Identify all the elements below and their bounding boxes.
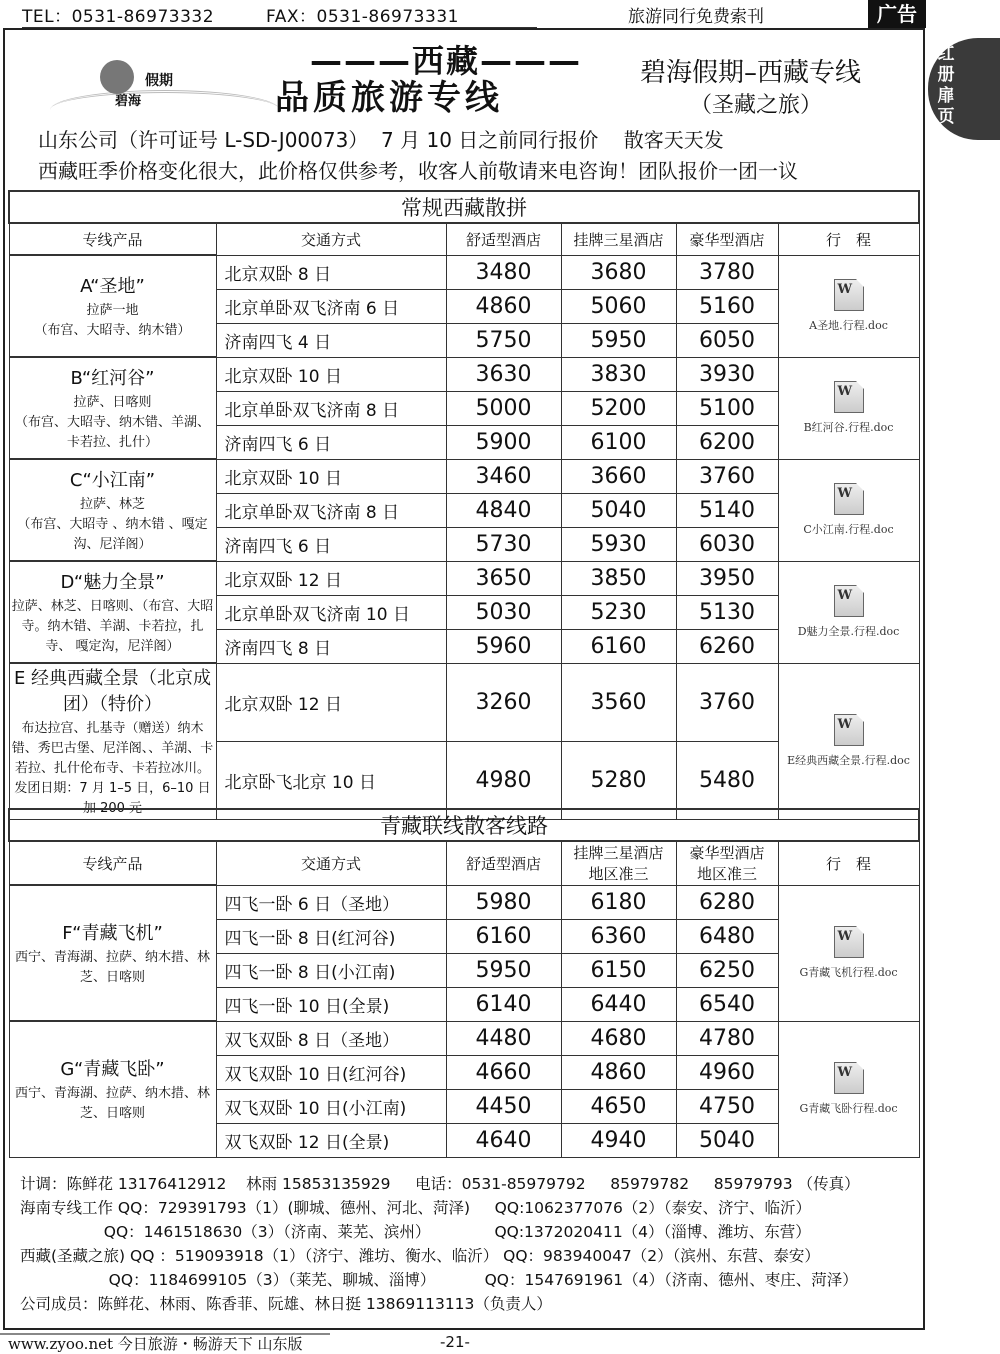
page-number: -21- (440, 1333, 470, 1351)
price: 4480 (446, 1021, 561, 1055)
price: 5200 (561, 391, 676, 425)
route: 双飞双卧 12 日(全景) (216, 1123, 446, 1157)
route: 四飞一卧 6 日（圣地） (216, 885, 446, 919)
itinerary-doc[interactable] (778, 459, 919, 561)
footer-site: www.zyoo.net 今日旅游・畅游天下 山东版 (8, 1335, 303, 1353)
price: 3930 (676, 357, 778, 391)
contacts (20, 1172, 860, 1316)
doc-filename: G青藏飞机行程.doc (799, 966, 898, 979)
license-line: 山东公司（许可证号 L-SD-J00073） 7 月 10 日之前同行报价 散客天天发 (38, 128, 724, 152)
table-row (9, 255, 919, 289)
price: 4650 (561, 1089, 676, 1123)
contact-line: 西藏(圣藏之旅) QQ ：519093918（1）（济宁、潍坊、衡水、临沂） QQ：983940047（2）（滨州、东营、泰安） (20, 1247, 820, 1265)
product-name: G“青藏飞卧” (60, 1058, 165, 1080)
column-header: 行 程 (778, 223, 919, 255)
word-doc-icon: W (834, 279, 864, 311)
price: 5280 (561, 741, 676, 819)
doc-filename: B红河谷.行程.doc (803, 421, 894, 434)
price: 5900 (446, 425, 561, 459)
price: 5960 (446, 629, 561, 663)
route: 济南四飞 6 日 (216, 425, 446, 459)
contact-line: QQ：1184699105（3）（莱芜、聊城、淄博） QQ：1547691961（4）（济南、德州、枣庄、菏泽） (20, 1271, 858, 1289)
word-doc-icon: W (834, 714, 864, 746)
price: 5140 (676, 493, 778, 527)
price: 3650 (446, 561, 561, 595)
sun-icon (100, 60, 134, 94)
product-desc: 西宁、青海湖、拉萨、纳木措、林芝、日喀则 (14, 1085, 210, 1121)
column-header: 专线产品 (9, 223, 216, 255)
price: 3760 (676, 663, 778, 741)
route: 四飞一卧 10 日(全景) (216, 987, 446, 1021)
price: 5000 (446, 391, 561, 425)
product-name: B“红河谷” (70, 367, 155, 389)
notice-line: 西藏旺季价格变化很大，此价格仅供参考，收客人前敬请来电咨询！团队报价一团一议 (38, 159, 798, 183)
product-name: A“圣地” (80, 275, 145, 297)
product-name: F“青藏飞机” (62, 922, 163, 944)
column-header: 交通方式 (216, 223, 446, 255)
route: 北京双卧 10 日 (216, 459, 446, 493)
route: 北京双卧 10 日 (216, 357, 446, 391)
footer (8, 1333, 470, 1354)
doc-filename: D魅力全景.行程.doc (797, 625, 900, 638)
price: 3830 (561, 357, 676, 391)
price: 4450 (446, 1089, 561, 1123)
price: 5480 (676, 741, 778, 819)
route: 双飞双卧 8 日（圣地） (216, 1021, 446, 1055)
itinerary-doc[interactable] (778, 1021, 919, 1157)
price: 5030 (446, 595, 561, 629)
price: 3260 (446, 663, 561, 741)
ad-badge: 广告 (868, 0, 926, 28)
itinerary-doc[interactable] (778, 255, 919, 357)
price: 5950 (561, 323, 676, 357)
contact-line: 海南专线工作 QQ：729391793（1）(聊城、德州、河北、菏泽) QQ:1062377076（2）（泰安、济宁、临沂） (20, 1199, 812, 1217)
product-name: E 经典西藏全景（北京成团）（特价） (13, 668, 212, 715)
route: 济南四飞 6 日 (216, 527, 446, 561)
price: 3850 (561, 561, 676, 595)
price: 5930 (561, 527, 676, 561)
side-tab-char: 红 (937, 44, 955, 64)
route: 北京单卧双飞济南 8 日 (216, 493, 446, 527)
price: 4780 (676, 1021, 778, 1055)
price: 6200 (676, 425, 778, 459)
logo-text: 碧海 (115, 94, 142, 109)
price: 5130 (676, 595, 778, 629)
price-table-regular (8, 190, 920, 820)
product-cell (9, 255, 216, 357)
logo-text: 假期 (145, 73, 173, 89)
price: 5040 (676, 1123, 778, 1157)
price: 5230 (561, 595, 676, 629)
table-row (9, 459, 919, 493)
itinerary-doc[interactable] (778, 357, 919, 459)
route: 四飞一卧 8 日(小江南) (216, 953, 446, 987)
price: 6140 (446, 987, 561, 1021)
side-tab-char: 册 (937, 65, 955, 85)
price: 4980 (446, 741, 561, 819)
price: 3630 (446, 357, 561, 391)
price: 6100 (561, 425, 676, 459)
price: 3480 (446, 255, 561, 289)
column-header: 豪华型酒店 (676, 223, 778, 255)
logo (30, 50, 220, 120)
table-row (9, 885, 919, 919)
product-name: C“小江南” (69, 469, 156, 491)
product-cell (9, 357, 216, 459)
brand-title: 碧海假期–西藏专线 (640, 58, 862, 88)
price: 4960 (676, 1055, 778, 1089)
route: 北京单卧双飞济南 8 日 (216, 391, 446, 425)
price: 3950 (676, 561, 778, 595)
column-header: 舒适型酒店 (446, 223, 561, 255)
price: 6180 (561, 885, 676, 919)
price: 4940 (561, 1123, 676, 1157)
price: 4640 (446, 1123, 561, 1157)
product-cell (9, 885, 216, 1021)
price: 5160 (676, 289, 778, 323)
price: 5950 (446, 953, 561, 987)
column-header: 舒适型酒店 (446, 841, 561, 885)
product-desc: 拉萨一地 （布宫、大昭寺、纳木错） (34, 302, 191, 338)
table-row (9, 561, 919, 595)
column-header: 专线产品 (9, 841, 216, 885)
price: 6030 (676, 527, 778, 561)
price: 6250 (676, 953, 778, 987)
product-cell (9, 663, 216, 820)
doc-filename: A圣地.行程.doc (809, 319, 888, 332)
title-tibet: ———西藏——— (310, 42, 583, 80)
route: 双飞双卧 10 日(红河谷) (216, 1055, 446, 1089)
product-desc: 拉萨、林芝 （布宫、大昭寺 、纳木错 、嘎定沟、尼洋阁） (17, 496, 208, 552)
column-header: 挂牌三星酒店 (561, 223, 676, 255)
route: 北京双卧 8 日 (216, 255, 446, 289)
price: 5750 (446, 323, 561, 357)
price: 6540 (676, 987, 778, 1021)
price: 6280 (676, 885, 778, 919)
price: 5980 (446, 885, 561, 919)
column-header: 豪华型酒店 地区准三 (676, 841, 778, 885)
product-cell (9, 1021, 216, 1157)
section-title: 常规西藏散拼 (9, 191, 919, 223)
price: 6050 (676, 323, 778, 357)
fax: FAX：0531-86973331 (266, 7, 459, 27)
doc-filename: E经典西藏全景.行程.doc (787, 754, 910, 768)
price: 6160 (561, 629, 676, 663)
route: 北京双卧 12 日 (216, 561, 446, 595)
side-tab-char: 扉 (937, 86, 955, 106)
price-table-qingzang (8, 808, 920, 1158)
brand-subtitle: （圣藏之旅） (690, 93, 823, 118)
itinerary-doc[interactable] (778, 561, 919, 663)
doc-filename: G青藏飞卧行程.doc (799, 1102, 898, 1115)
title-main: 品质旅游专线 (275, 78, 503, 118)
route: 济南四飞 4 日 (216, 323, 446, 357)
price: 6150 (561, 953, 676, 987)
word-doc-icon: W (834, 1062, 864, 1094)
price: 6160 (446, 919, 561, 953)
price: 3460 (446, 459, 561, 493)
price: 6480 (676, 919, 778, 953)
tel: TEL：0531-86973332 (22, 7, 215, 27)
publication-tag: 旅游同行免费索刊 (628, 7, 764, 27)
side-tab (928, 38, 1000, 140)
table-row (9, 663, 919, 741)
product-cell (9, 459, 216, 561)
route: 北京单卧双飞济南 6 日 (216, 289, 446, 323)
contact-line (22, 2, 537, 29)
price: 4860 (446, 289, 561, 323)
word-doc-icon: W (834, 585, 864, 617)
price: 5730 (446, 527, 561, 561)
column-header: 行 程 (778, 841, 919, 885)
column-header: 交通方式 (216, 841, 446, 885)
price: 4840 (446, 493, 561, 527)
price: 3660 (561, 459, 676, 493)
product-desc: 拉萨、林芝、日喀则、（布宫、大昭寺。纳木错、羊湖、卡若拉，扎寺、 嘎定沟，尼洋阁） (11, 598, 214, 654)
section-title: 青藏联线散客线路 (9, 809, 919, 841)
route: 北京卧飞北京 10 日 (216, 741, 446, 819)
side-tab-char: 页 (937, 107, 955, 127)
itinerary-doc[interactable] (778, 885, 919, 1021)
price: 5100 (676, 391, 778, 425)
contact-line: 计调：陈鲜花 13176412912 林雨 15853135929 电话：0531-85979792 85979782 85979793 （传真） (20, 1175, 860, 1193)
column-header: 挂牌三星酒店 地区准三 (561, 841, 676, 885)
price: 5040 (561, 493, 676, 527)
price: 3760 (676, 459, 778, 493)
route: 双飞双卧 10 日(小江南) (216, 1089, 446, 1123)
word-doc-icon: W (834, 483, 864, 515)
price: 4750 (676, 1089, 778, 1123)
top-bar (0, 0, 1000, 26)
route: 北京单卧双飞济南 10 日 (216, 595, 446, 629)
price: 3780 (676, 255, 778, 289)
price: 6360 (561, 919, 676, 953)
word-doc-icon: W (834, 381, 864, 413)
price: 4680 (561, 1021, 676, 1055)
price: 3680 (561, 255, 676, 289)
product-cell (9, 561, 216, 663)
price: 3560 (561, 663, 676, 741)
price: 6440 (561, 987, 676, 1021)
itinerary-doc[interactable] (778, 663, 919, 820)
word-doc-icon: W (834, 926, 864, 958)
table-row (9, 1021, 919, 1055)
product-desc: 拉萨、日喀则 （布宫、大昭寺、纳木错、羊湖、卡若拉、扎什） (14, 394, 210, 450)
doc-filename: C小江南.行程.doc (803, 523, 894, 536)
route: 济南四飞 8 日 (216, 629, 446, 663)
product-desc: 西宁、青海湖、拉萨、纳木措、林芝、日喀则 (14, 949, 210, 985)
product-name: D“魅力全景” (60, 571, 165, 593)
price: 4860 (561, 1055, 676, 1089)
price: 6260 (676, 629, 778, 663)
price: 5060 (561, 289, 676, 323)
product-desc: 布达拉宫、扎基寺（赠送）纳木错、秀巴古堡、尼洋阁、、羊湖、卡若拉、扎什伦布寺、卡若拉冰川。发团日期：7 月 1–5 日，6–10 日加 200 元 (11, 721, 214, 816)
route: 北京双卧 12 日 (216, 663, 446, 741)
price: 4660 (446, 1055, 561, 1089)
contact-line: 公司成员：陈鲜花、林雨、陈香菲、阮雄、林日挺 13869113113（负责人） (20, 1295, 552, 1313)
contact-line: QQ：1461518630（3）（济南、莱芜、滨州） QQ:1372020411（4）（淄博、潍坊、东营） (20, 1223, 811, 1241)
route: 四飞一卧 8 日(红河谷) (216, 919, 446, 953)
table-row (9, 357, 919, 391)
